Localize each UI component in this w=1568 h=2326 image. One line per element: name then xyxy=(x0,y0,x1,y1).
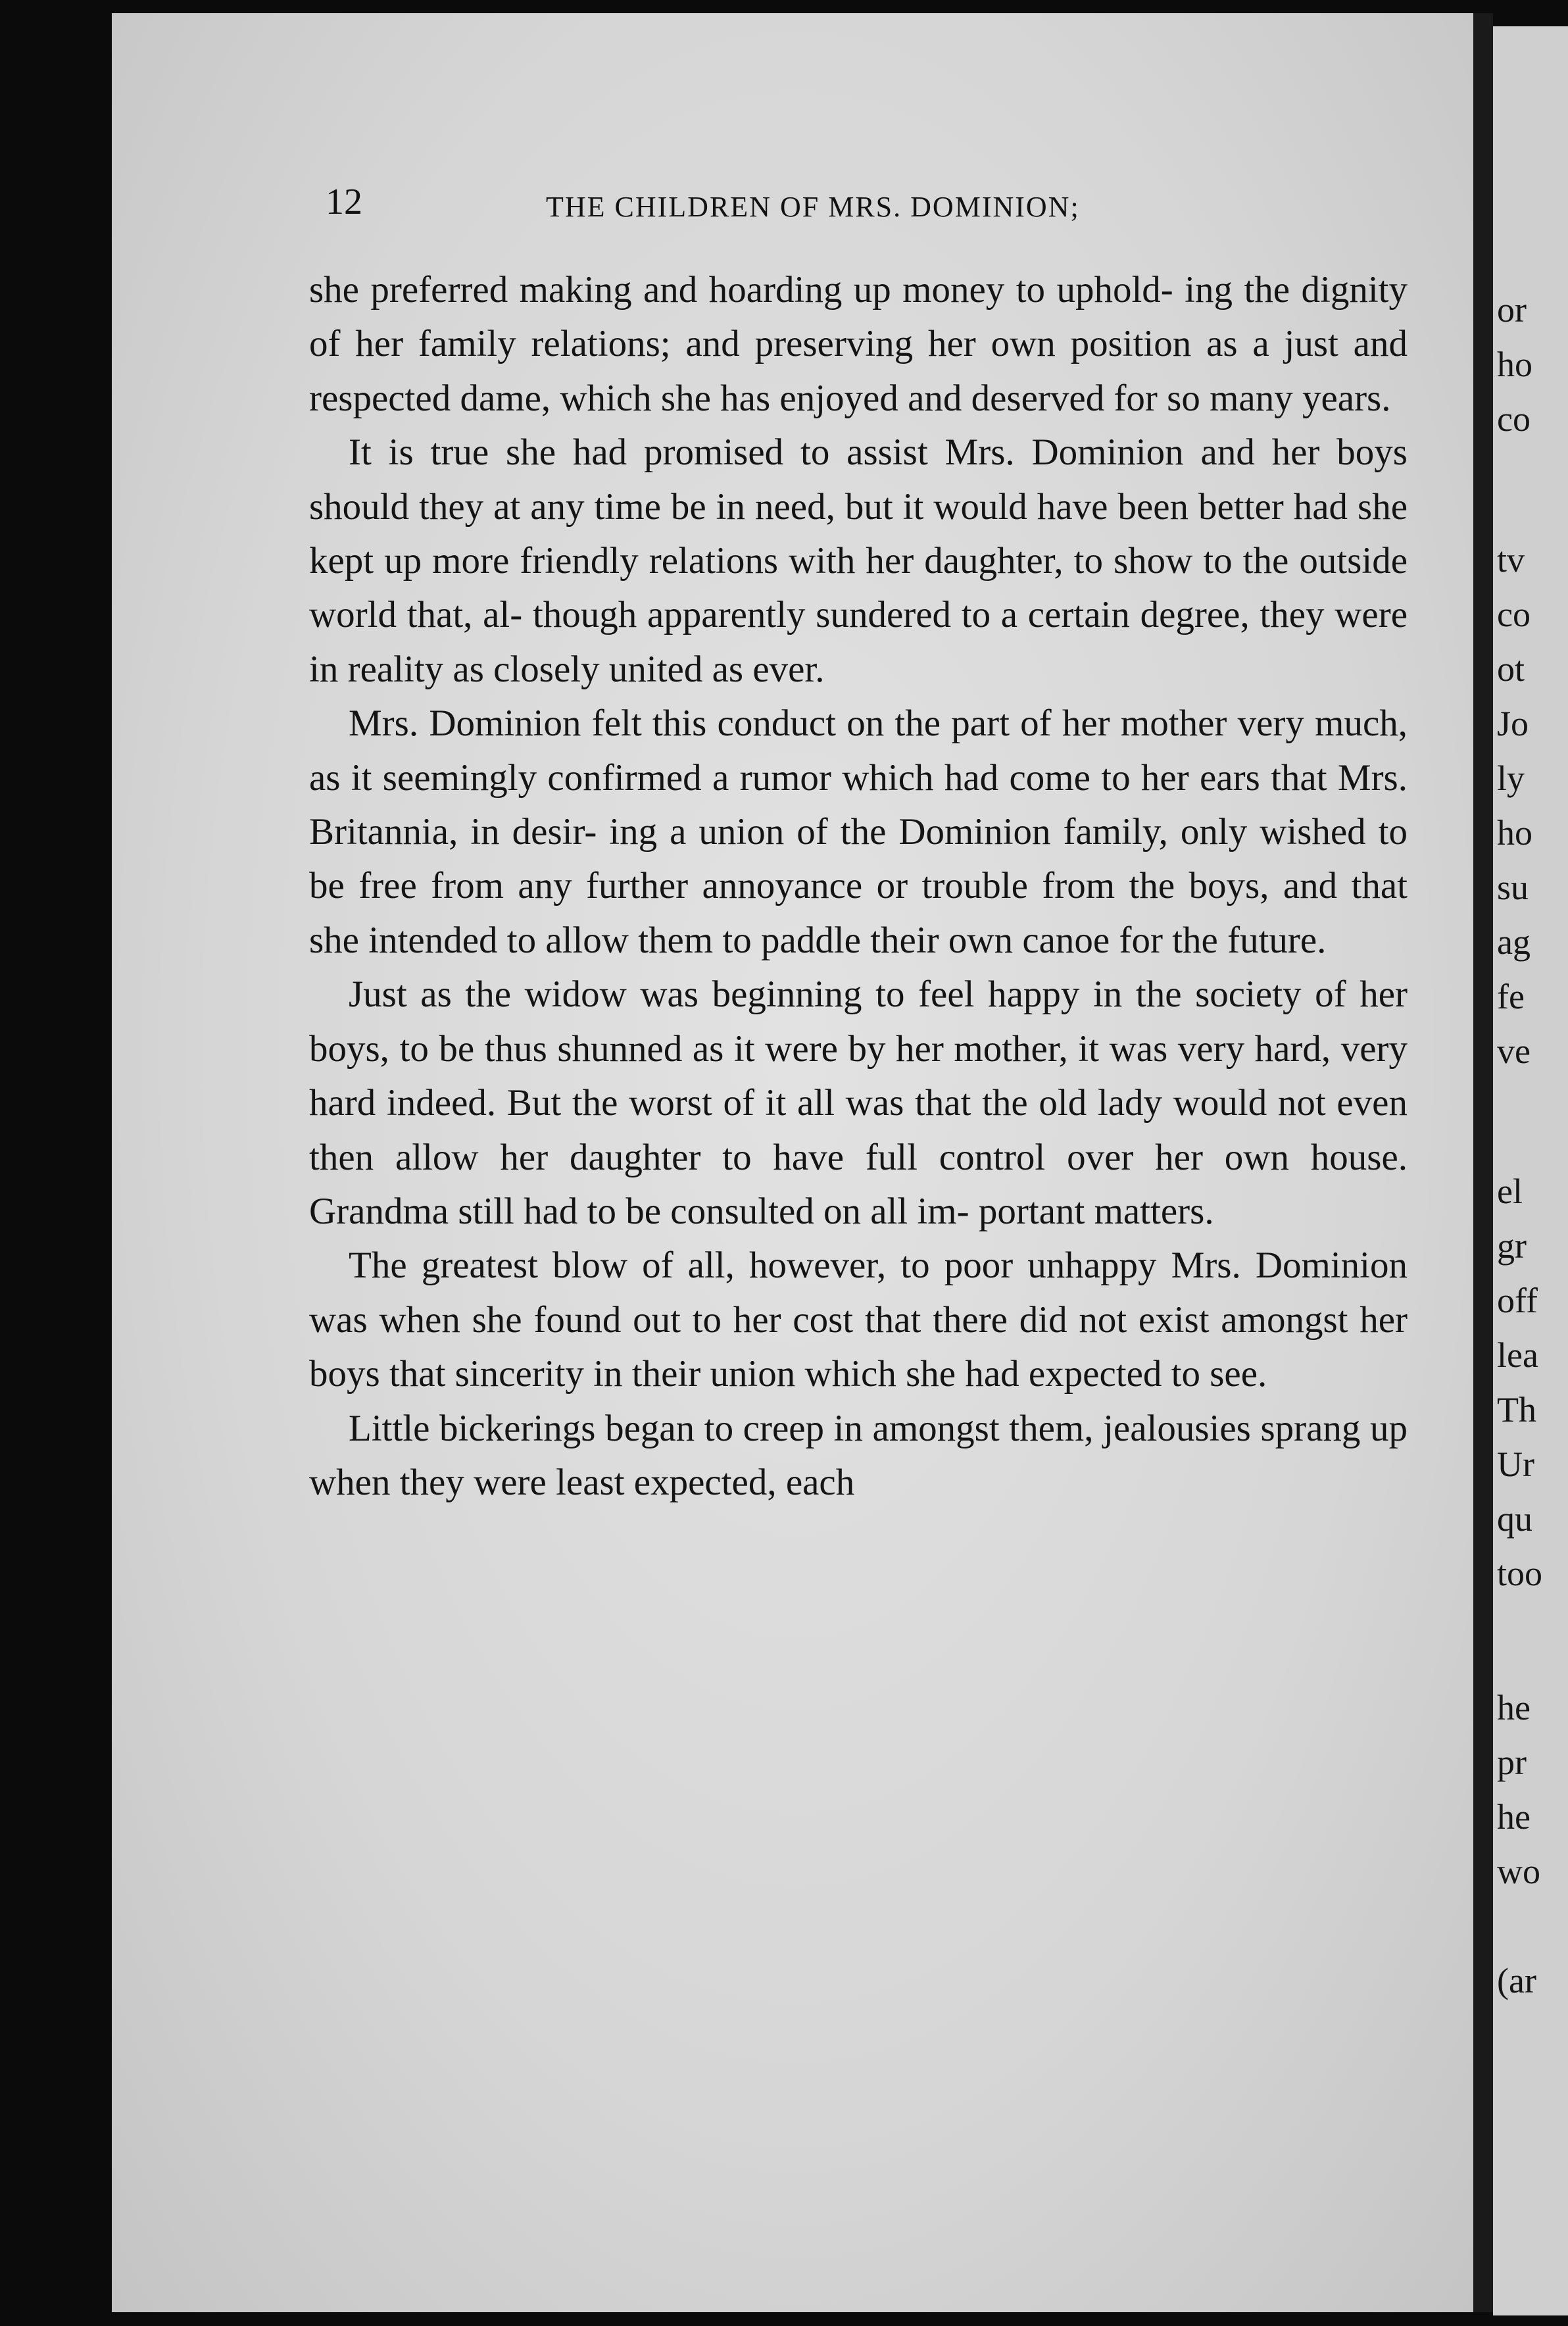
facing-page-fragment: tv xyxy=(1497,540,1525,580)
facing-page-fragment: qu xyxy=(1497,1499,1532,1539)
facing-page-fragment: ag xyxy=(1497,922,1531,962)
facing-page-edge xyxy=(1493,26,1568,2315)
paragraph: It is true she had promised to assist Mrs. Dominion and her boys should they at any time be in need, but it would have been better had she kept up more friendly relations with her daughter, to show to the outside world that, al- though apparently sundered to a certain degree, they were in reality as closely united as ever. xyxy=(309,432,1408,690)
facing-page-fragment: Jo xyxy=(1497,704,1529,743)
page-number: 12 xyxy=(326,182,362,222)
facing-page-fragment: Ur xyxy=(1497,1445,1534,1484)
facing-page-fragment: fe xyxy=(1497,977,1525,1016)
paragraph: Little bickerings began to creep in amongst them, jealousies sprang up when they were least expected, each xyxy=(309,1407,1408,1503)
facing-page-fragment: he xyxy=(1497,1688,1531,1727)
facing-page-fragment: co xyxy=(1497,595,1531,634)
facing-page-fragment: el xyxy=(1497,1172,1523,1211)
page-header xyxy=(326,181,1431,234)
facing-page-fragment: pr xyxy=(1497,1743,1527,1782)
facing-page-fragment: ly xyxy=(1497,758,1525,798)
facing-page-fragment: Th xyxy=(1497,1390,1536,1429)
facing-page-fragment: off xyxy=(1497,1281,1538,1320)
facing-page-fragment: ho xyxy=(1497,345,1532,384)
facing-page-fragment: too xyxy=(1497,1554,1543,1593)
book-gutter xyxy=(1473,13,1493,2312)
facing-page-fragment: wo xyxy=(1497,1852,1540,1891)
paragraph: she preferred making and hoarding up money to uphold- ing the dignity of her family relations; and preserving her own position as a just and respected dame, which she has enjoyed and deserved for so many years. xyxy=(309,269,1408,419)
facing-page-fragment: co xyxy=(1497,399,1531,439)
facing-page-fragment: ve xyxy=(1497,1031,1531,1071)
facing-page-fragment: ho xyxy=(1497,813,1532,853)
body-text xyxy=(309,263,1408,1510)
facing-page-fragment: ot xyxy=(1497,649,1525,689)
facing-page-fragment: or xyxy=(1497,290,1527,330)
facing-page-fragment: lea xyxy=(1497,1335,1538,1375)
facing-page-fragment: su xyxy=(1497,868,1529,907)
paragraph: Mrs. Dominion felt this conduct on the part of her mother very much, as it seemingly confirmed a rumor which had come to her ears that Mrs. Britannia, in desir- ing a union of the Dominion family, only wished to be free from any further annoyance or trouble from the boys, and that she intended to allow them to paddle their own canoe for the future. xyxy=(309,703,1408,961)
paragraph: The greatest blow of all, however, to poor unhappy Mrs. Dominion was when she found out to her cost that there did not exist amongst her boys that sincerity in their union which she had expected to see. xyxy=(309,1245,1408,1395)
facing-page-fragment: gr xyxy=(1497,1226,1527,1266)
paragraph: Just as the widow was beginning to feel happy in the society of her boys, to be thus shunned as it were by her mother, it was very hard, very hard indeed. But the worst of it all was that the old lady would not even then allow her daughter to have full control over her own house. Grandma still had to be consulted on all im- portant matters. xyxy=(309,974,1408,1232)
facing-page-fragment: (ar xyxy=(1497,1961,1536,2000)
running-head: THE CHILDREN OF MRS. DOMINION; xyxy=(546,191,1080,223)
facing-page-fragment: he xyxy=(1497,1797,1531,1837)
